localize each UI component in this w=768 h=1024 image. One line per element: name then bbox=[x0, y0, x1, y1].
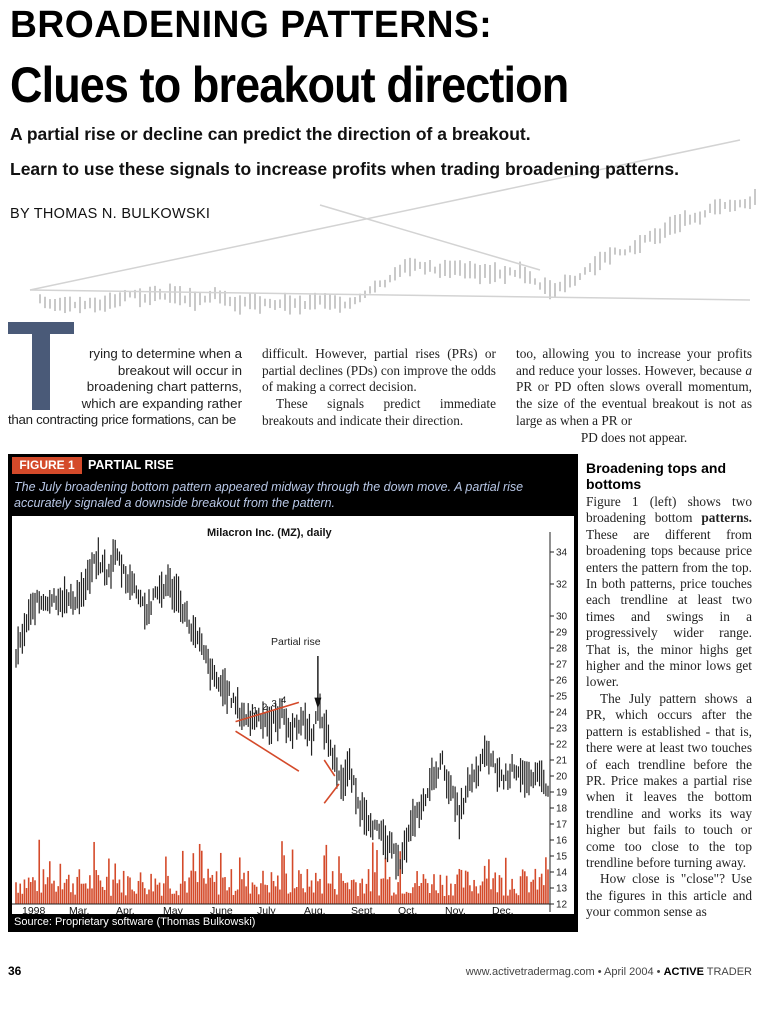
col3-last-line: PD does not appear. bbox=[580, 429, 688, 445]
y-tick-label: 12 bbox=[556, 899, 568, 911]
figure-1 bbox=[8, 454, 578, 932]
drop-cap bbox=[8, 322, 74, 410]
col1-line-1: rying to determine when a bbox=[89, 346, 242, 361]
volume-bars bbox=[16, 840, 548, 904]
trendline bbox=[324, 784, 339, 803]
figure-caption: The July broadening bottom pattern appeared midway through the down move. A partial rise accurately signaled a downside breakout from the pattern. bbox=[14, 480, 524, 510]
x-tick-label: Aug. bbox=[304, 905, 326, 914]
right-p1-text-c: These are different from broadening tops because price enters the pattern from the top. In both patterns, price touches each trendline at least two times and swings in a progressively wider range. That is, the minor highs get higher and the minor lows get lower. bbox=[586, 526, 752, 690]
footer-info bbox=[466, 966, 752, 978]
y-tick-label: 26 bbox=[556, 675, 568, 687]
column-2 bbox=[262, 346, 496, 430]
y-tick-label: 32 bbox=[556, 579, 568, 591]
y-tick-label: 16 bbox=[556, 835, 568, 847]
right-p1-text-a: Figure 1 (left) shows two broadening bottom bbox=[586, 494, 752, 526]
x-tick-label: Dec. bbox=[492, 905, 514, 914]
figure-title: PARTIAL RISE bbox=[88, 458, 174, 472]
figure-header bbox=[8, 454, 578, 476]
right-paragraph-3: How close is "close"? Use the figures in this article and your common sense as bbox=[586, 871, 752, 920]
y-tick-label: 15 bbox=[556, 851, 568, 863]
right-paragraph-1 bbox=[586, 494, 752, 691]
headline-line-2: Clues to breakout direction bbox=[10, 57, 569, 113]
y-tick-label: 29 bbox=[556, 627, 568, 639]
y-tick-label: 17 bbox=[556, 819, 568, 831]
price-chart bbox=[12, 516, 574, 914]
col1-line-2: breakout will occur in bbox=[117, 362, 242, 378]
deck-line-1: A partial rise or decline can predict the direction of a breakout. bbox=[10, 124, 531, 144]
col3-text-b: PR or PD often slows overall momentum, the size of the eventual breakout is not as large as when a PR or bbox=[516, 379, 752, 428]
section-subhead: Broadening tops and bottoms bbox=[586, 460, 726, 492]
x-tick-label: June bbox=[210, 905, 233, 914]
y-tick-label: 21 bbox=[556, 755, 568, 767]
footer-brand-bold: ACTIVE bbox=[663, 966, 704, 978]
x-tick-label: July bbox=[257, 905, 276, 914]
trendlines bbox=[236, 702, 339, 803]
x-tick-label: Mar. bbox=[69, 905, 90, 914]
y-tick-label: 24 bbox=[556, 707, 568, 719]
column-3 bbox=[516, 346, 752, 446]
annotation-label: Partial rise bbox=[271, 635, 321, 648]
y-tick-label: 13 bbox=[556, 883, 568, 895]
col2-paragraph-1: difficult. However, partial rises (PRs) or partial declines (PDs) con improve the odds of making a correct decision. bbox=[262, 346, 496, 395]
y-tick-label: 28 bbox=[556, 643, 568, 655]
col1-line-4: which are expanding rather bbox=[81, 396, 242, 412]
y-tick-label: 20 bbox=[556, 771, 568, 783]
y-tick-label: 22 bbox=[556, 739, 568, 751]
y-axis bbox=[550, 532, 568, 912]
x-tick-label: 1998 bbox=[22, 905, 46, 914]
touch-label: 3 bbox=[271, 698, 277, 710]
x-tick-label: Oct. bbox=[398, 905, 418, 914]
price-bars bbox=[16, 537, 548, 879]
col3-emphasis: a bbox=[745, 362, 752, 378]
headline-line-1: BROADENING PATTERNS: bbox=[10, 4, 493, 46]
figure-tag: FIGURE 1 bbox=[12, 457, 82, 474]
trendline bbox=[236, 731, 299, 771]
page-number: 36 bbox=[8, 964, 22, 978]
y-tick-label: 34 bbox=[556, 547, 568, 559]
touch-label: 4 bbox=[280, 695, 287, 707]
y-tick-label: 27 bbox=[556, 659, 568, 671]
byline: BY THOMAS N. BULKOWSKI bbox=[10, 206, 211, 222]
col2-paragraph-2: These signals predict immediate breakouts and indicate their direction. bbox=[262, 396, 496, 428]
footer-brand: TRADER bbox=[706, 966, 752, 978]
right-column bbox=[586, 494, 752, 921]
col3-text-a: too, allowing you to increase your profits and reduce your losses. However, because bbox=[516, 346, 752, 378]
x-tick-label: Sept. bbox=[351, 905, 376, 914]
y-tick-label: 23 bbox=[556, 723, 568, 735]
annotations bbox=[252, 636, 321, 717]
x-tick-label: Apr. bbox=[116, 905, 135, 914]
chart-plot-area bbox=[12, 516, 574, 914]
x-tick-label: May bbox=[163, 905, 183, 914]
y-tick-label: 30 bbox=[556, 611, 568, 623]
deck-line-2: Learn to use these signals to increase profits when trading broadening patterns. bbox=[10, 159, 680, 179]
y-tick-label: 19 bbox=[556, 787, 568, 799]
footer-url-date: www.activetradermag.com • April 2004 • bbox=[465, 966, 661, 978]
y-tick-label: 18 bbox=[556, 803, 568, 815]
y-tick-label: 25 bbox=[556, 691, 568, 703]
col1-last-line: than contracting price formations, can be bbox=[8, 412, 236, 427]
touch-label: 1 bbox=[252, 705, 258, 717]
right-p1-bold: patterns. bbox=[701, 510, 752, 526]
figure-source: Source: Proprietary software (Thomas Bulkowski) bbox=[14, 916, 256, 928]
col1-line-3: broadening chart patterns, bbox=[86, 379, 242, 395]
touch-label: 2 bbox=[261, 702, 268, 714]
y-tick-label: 14 bbox=[556, 867, 568, 879]
x-axis bbox=[12, 904, 550, 914]
x-tick-label: Nov. bbox=[445, 905, 466, 914]
chart-title: Milacron Inc. (MZ), daily bbox=[207, 527, 332, 539]
right-paragraph-2: The July pattern shows a PR, which occurs after the pattern is established - that is, there were at least two touches of each trendline before the PR. Price makes a partial rise when it leaves the bottom trendline and works its way higher but fails to touch or come too close to the top trendline before turning away. bbox=[586, 690, 752, 870]
column-1 bbox=[80, 346, 242, 413]
